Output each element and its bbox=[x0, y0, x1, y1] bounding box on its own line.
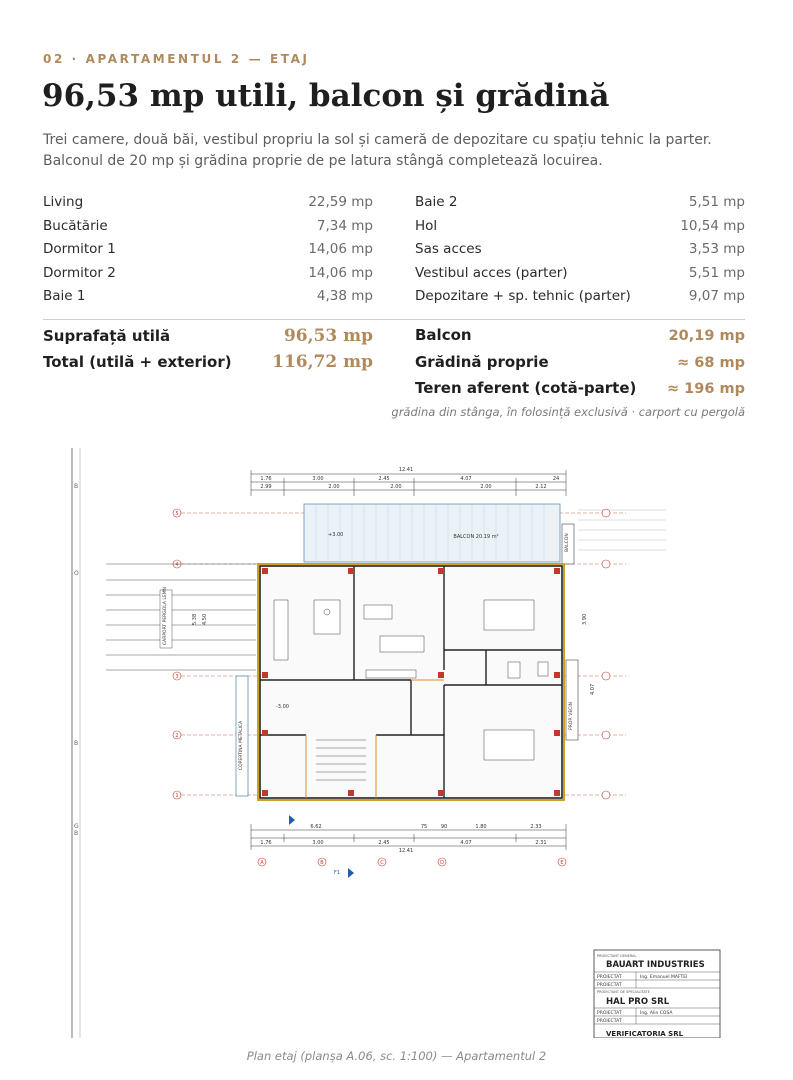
summary-row bbox=[415, 326, 745, 353]
title-block-engineer: Ing. Emanuel MAFTEI bbox=[640, 975, 688, 980]
dim-label: 2.33 bbox=[530, 824, 542, 830]
dim-label: 4.07 bbox=[460, 476, 472, 482]
dim-label: 2.31 bbox=[535, 840, 547, 846]
dim-label: 1.76 bbox=[260, 840, 272, 846]
summary-label: Total (utilă + exterior) bbox=[43, 353, 232, 371]
room-label: Living bbox=[43, 194, 84, 210]
dim-right: 3.90 bbox=[582, 613, 588, 625]
grid-label: D bbox=[440, 860, 444, 866]
title-block-engineer: Ing. Alin COSA bbox=[640, 1011, 673, 1016]
grid-label: 2 bbox=[175, 733, 179, 739]
room-row bbox=[415, 241, 745, 265]
summary-right bbox=[415, 326, 745, 406]
title-block-company: VERIFICATORIA SRL bbox=[606, 1030, 684, 1038]
room-row bbox=[43, 241, 373, 265]
room-area: 14,06 mp bbox=[308, 264, 373, 281]
room-label: Hol bbox=[415, 217, 438, 234]
room-row bbox=[43, 194, 373, 218]
room-label: Depozitare + sp. tehnic (parter) bbox=[415, 288, 631, 305]
dim-label: 4.07 bbox=[460, 840, 472, 846]
dim-left-2: 4.50 bbox=[202, 613, 208, 625]
dim-label: 1.76 bbox=[260, 476, 272, 482]
dim-label: 2.00 bbox=[328, 484, 340, 490]
dim-total-top: 12.41 bbox=[398, 467, 414, 473]
room-area: 10,54 mp bbox=[680, 217, 745, 234]
room-label: Vestibul acces (parter) bbox=[415, 264, 568, 281]
canopy-label: COPERTINA METALICA bbox=[239, 720, 244, 770]
title-block-caption: PROIECTANT DE SPECIALITATE bbox=[597, 990, 650, 994]
summary-row bbox=[43, 326, 373, 352]
dimension-chain-bottom bbox=[251, 824, 566, 850]
title-block-role: PROIECTAT bbox=[597, 983, 622, 988]
room-row bbox=[415, 265, 745, 289]
frame-letter: B bbox=[74, 830, 79, 837]
frame-letter: O bbox=[74, 570, 79, 577]
room-area: 14,06 mp bbox=[308, 241, 373, 258]
summary-row bbox=[415, 379, 745, 406]
dim-label: 90 bbox=[440, 824, 448, 830]
room-row bbox=[415, 194, 745, 218]
dim-label: 6.62 bbox=[310, 824, 322, 830]
grid-label: A bbox=[260, 860, 264, 866]
grid-label: 1 bbox=[175, 793, 179, 799]
carport-pergola bbox=[106, 564, 256, 670]
dim-label: 2.45 bbox=[378, 840, 390, 846]
room-label: Bucătărie bbox=[43, 217, 108, 234]
page-title: 96,53 mp utili, balcon și grădină bbox=[42, 78, 610, 114]
title-block-company: HAL PRO SRL bbox=[606, 997, 670, 1007]
summary-left bbox=[43, 326, 373, 378]
grid-label: 4 bbox=[175, 562, 179, 568]
grid-label: 3 bbox=[175, 674, 179, 680]
summary-value: 116,72 mp bbox=[272, 352, 373, 372]
level-label: +3.00 bbox=[328, 532, 344, 538]
room-area: 7,34 mp bbox=[316, 217, 373, 234]
summary-row bbox=[43, 352, 373, 378]
frame-letter: G bbox=[74, 823, 79, 830]
neighbor-label: PROP. VECIN bbox=[569, 701, 574, 730]
floor-plan-drawing bbox=[66, 440, 726, 1040]
room-label: Dormitor 2 bbox=[43, 264, 116, 281]
frame-letter: B bbox=[74, 740, 79, 747]
title-block-role: PROIECTAT bbox=[597, 1019, 622, 1024]
building-walls bbox=[258, 564, 564, 800]
room-area: 9,07 mp bbox=[688, 288, 745, 305]
grid-label: C bbox=[380, 860, 384, 866]
dim-label: 24 bbox=[552, 476, 560, 482]
summary-value: ≈ 68 mp bbox=[677, 354, 745, 371]
room-row bbox=[43, 288, 373, 312]
summary-label: Balcon bbox=[415, 326, 472, 344]
dim-label: 2.00 bbox=[480, 484, 492, 490]
dim-label: 2.00 bbox=[390, 484, 402, 490]
rooms-table-right bbox=[415, 194, 745, 312]
room-row bbox=[415, 288, 745, 312]
dim-label: 3.00 bbox=[312, 840, 324, 846]
summary-divider bbox=[43, 319, 745, 320]
title-block-company: BAUART INDUSTRIES bbox=[606, 960, 705, 970]
room-row bbox=[415, 218, 745, 242]
summary-value: 20,19 mp bbox=[668, 328, 745, 344]
rooms-table-left bbox=[43, 194, 373, 312]
room-label: Baie 2 bbox=[415, 194, 458, 210]
balcon-side-label: BALCON bbox=[565, 533, 570, 552]
summary-row bbox=[415, 353, 745, 380]
room-area: 5,51 mp bbox=[688, 194, 745, 210]
grid-axis-left bbox=[173, 509, 181, 799]
dim-label: 3.00 bbox=[312, 476, 324, 482]
summary-label: Suprafață utilă bbox=[43, 327, 171, 345]
summary-label: Teren aferent (cotă-parte) bbox=[415, 379, 637, 397]
grid-label: 5 bbox=[175, 511, 179, 517]
title-block-caption: PROIECTANT GENERAL bbox=[597, 954, 637, 958]
balcony-label: BALCON 20.19 m² bbox=[453, 534, 499, 540]
summary-note: grădina din stânga, în folosință exclusivă · carport cu pergolă bbox=[391, 405, 745, 419]
title-block-role: PROIECTAT bbox=[597, 1011, 622, 1016]
dim-label: 1.80 bbox=[475, 824, 487, 830]
grid-label: E bbox=[560, 860, 564, 866]
summary-label: Grădină proprie bbox=[415, 352, 549, 371]
dim-total-bottom: 12.41 bbox=[398, 848, 414, 854]
room-label: Sas acces bbox=[415, 241, 482, 258]
summary-value: ≈ 196 mp bbox=[666, 381, 745, 397]
dim-label: 2.99 bbox=[260, 484, 272, 490]
room-row bbox=[43, 218, 373, 242]
dim-label: 2.45 bbox=[378, 476, 390, 482]
level-label: -3.00 bbox=[276, 704, 289, 710]
frame-letter: B bbox=[74, 483, 79, 490]
room-label: Dormitor 1 bbox=[43, 241, 116, 258]
room-area: 4,38 mp bbox=[316, 288, 373, 305]
intro-paragraph: Trei camere, două băi, vestibul propriu la sol și cameră de depozitare cu spațiu tehnic la parter. Balconul de 20 mp și grădina proprie de pe latura stângă completează locuirea. bbox=[43, 132, 712, 169]
room-area: 22,59 mp bbox=[308, 194, 373, 210]
carport-label: CARPORT PERGOLA LEMN bbox=[163, 586, 168, 645]
plan-caption: Plan etaj (planșa A.06, sc. 1:100) — Apartamentul 2 bbox=[246, 1049, 547, 1063]
room-area: 3,53 mp bbox=[688, 241, 745, 258]
summary-value: 96,53 mp bbox=[283, 326, 373, 346]
dim-label: 2.12 bbox=[535, 484, 547, 490]
section-eyebrow: 02 · APARTAMENTUL 2 — ETAJ bbox=[43, 52, 310, 66]
dimension-chain-top bbox=[251, 470, 566, 496]
dim-left: 5.38 bbox=[192, 613, 198, 625]
room-row bbox=[43, 265, 373, 289]
dim-label: 75 bbox=[420, 824, 428, 830]
grid-label: B bbox=[320, 860, 324, 866]
room-label: Baie 1 bbox=[43, 288, 86, 305]
dim-right-2: 4.07 bbox=[590, 683, 596, 695]
title-block-role: PROIECTAT bbox=[597, 975, 622, 980]
room-area: 5,51 mp bbox=[688, 264, 745, 281]
section-label: F1 bbox=[334, 870, 341, 876]
